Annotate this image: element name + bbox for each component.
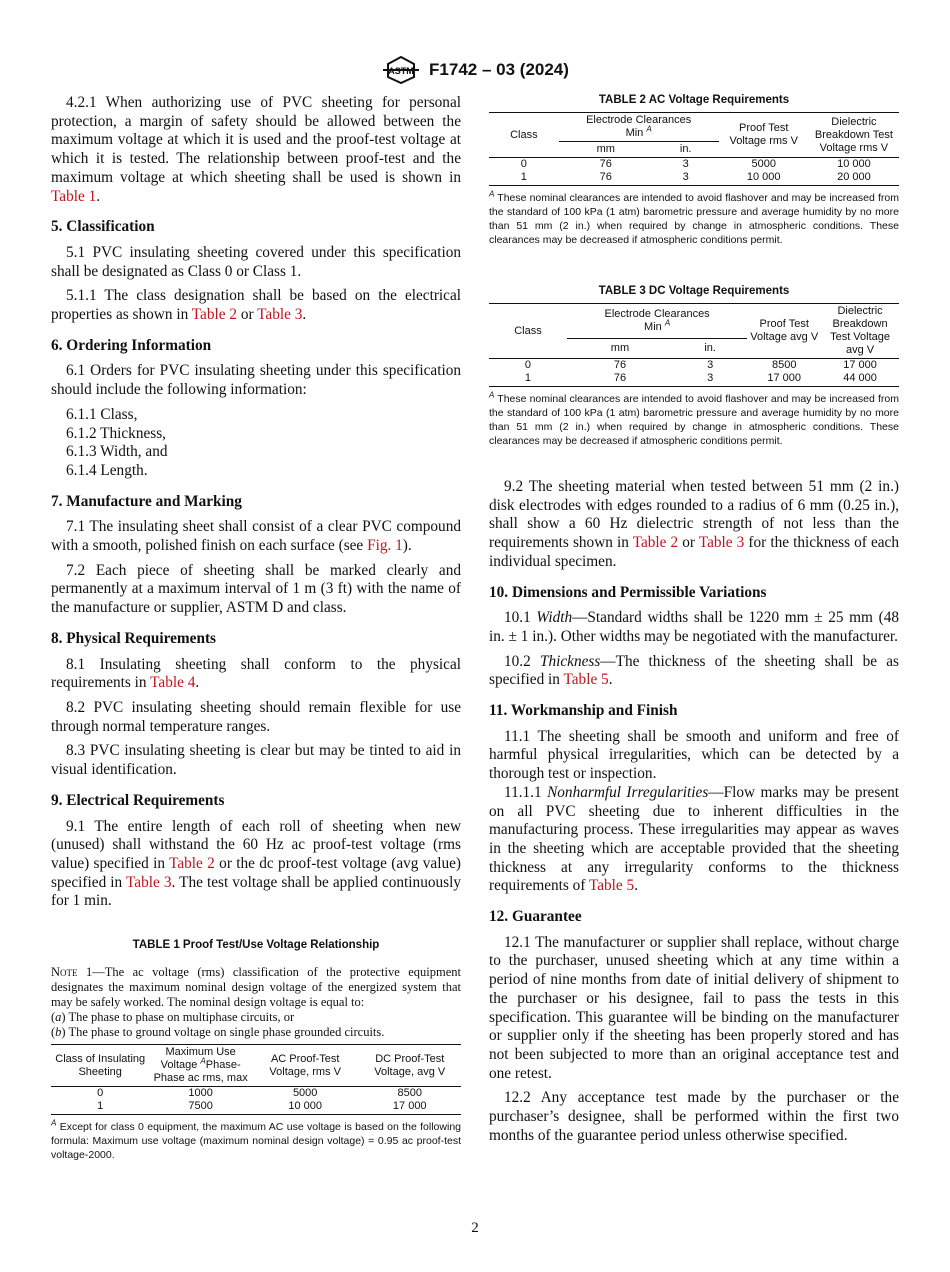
paragraph-text: —Standard widths shall be 1220 mm ± 25 mm (48 in. ± 1 in.). Other widths may be negotiated with the manufacturer. (489, 609, 899, 645)
header-text: Min (644, 321, 662, 334)
table-3-link[interactable]: Table 3 (257, 306, 303, 324)
table-3-footnote (489, 392, 899, 448)
table-row (489, 158, 899, 172)
table-row (51, 1100, 461, 1115)
column-header-mm: mm (559, 142, 653, 158)
cell: 10 000 (252, 1100, 359, 1115)
cell: 8500 (397, 1087, 422, 1100)
cell: 76 (567, 372, 673, 387)
table-5-link[interactable]: Table 5 (563, 671, 609, 689)
table-header-row (51, 1045, 461, 1087)
table-3-title: TABLE 3 DC Voltage Requirements (598, 285, 790, 297)
table-1-note-a: (a) The phase to phase on multiphase circuits, or (51, 1010, 295, 1025)
table-2-footnote (489, 191, 899, 247)
document-id: F1742 – 03 (2024) (429, 60, 569, 79)
paragraph-7-2: 7.2 Each piece of sheeting shall be marked clearly and permanently at a maximum interval of 1 m (3 ft) with the name of the manufacture or supplier, ASTM D and class. (51, 561, 461, 617)
cell: 10 000 (719, 171, 809, 186)
table-3-grid (489, 303, 899, 387)
paragraph-text: . The test voltage shall be applied continuously for 1 min. (51, 873, 461, 910)
paragraph-text: —The thickness of the sheeting shall be as specified in (489, 652, 900, 689)
table-2-link[interactable]: Table 2 (169, 854, 215, 872)
paragraph-11-1: 11.1 The sheeting shall be smooth and uniform and free of harmful physical irregularities, which can be detected by a thorough test or inspection. (489, 727, 899, 783)
cell: 1000 (188, 1087, 213, 1100)
paragraph-number: 10.1 (504, 609, 537, 627)
paragraph-number: 10.2 (504, 652, 540, 670)
footnote-mark: A (489, 390, 495, 400)
footnote-text: Except for class 0 equipment, the maximum AC use voltage is based on the following formula: Maximum use voltage (maximum nominal design voltage) = 0.95 ac proof-test voltage-2000. (51, 1121, 461, 1162)
list-item-6-1-2: 6.1.2 Thickness, (66, 424, 166, 442)
header-text: Maximum Use Voltage (160, 1046, 236, 1072)
page-header (0, 56, 950, 86)
paragraph-12-1: 12.1 The manufacturer or supplier shall replace, without charge to the purchaser, unused sheeting which at any time within a period of nine months from date of initial delivery of shipment to the purchaser or his designee, fail to pass the tests in this specification. This guarantee will be binding on the manufacturer or supplier only if the sheeting has been properly stored and has not been subjected to more than an original acceptance test and one retest. (489, 933, 899, 1082)
table-2 (489, 94, 899, 247)
table-2-link[interactable]: Table 2 (191, 306, 238, 324)
section-7-heading: 7. Manufacture and Marking (51, 492, 242, 510)
footnote-mark: A (200, 1056, 206, 1066)
astm-logo-icon (381, 56, 421, 84)
section-6-heading: 6. Ordering Information (51, 336, 212, 354)
table-1-title: TABLE 1 Proof Test/Use Voltage Relationship (132, 939, 380, 952)
list-item-6-1-4: 6.1.4 Length. (66, 461, 148, 479)
figure-1-link[interactable]: Fig. 1 (367, 537, 403, 555)
paragraph-5-1: 5.1 PVC insulating sheeting covered under this specification shall be designated as Class 0 or Class 1. (51, 243, 461, 280)
table-5-link[interactable]: Table 5 (588, 877, 635, 895)
column-header-class: Class of Insulating Sheeting (51, 1045, 149, 1087)
cell: 17 000 (843, 359, 877, 371)
cell: 44 000 (821, 372, 899, 387)
note-b-text: The phase to ground voltage on single phase grounded circuits. (65, 1025, 385, 1040)
column-header-proof: Proof Test Voltage avg V (747, 304, 821, 359)
paragraph-10-2 (489, 653, 899, 690)
paragraph-text: or (237, 306, 258, 324)
cell: 3 (673, 372, 747, 387)
note-label: Note 1 (51, 965, 93, 980)
paragraph-text: or (678, 534, 699, 552)
cell: 1 (489, 372, 567, 387)
cell: 0 (520, 158, 527, 170)
period: . (608, 671, 613, 689)
table-1-link[interactable]: Table 1 (51, 187, 97, 205)
section-9-heading: 9. Electrical Requirements (51, 791, 225, 809)
column-header-dc-proof: DC Proof-Test Voltage, avg V (358, 1045, 461, 1087)
note-text: —The ac voltage (rms) classification of the protective equipment designates the maximum nominal design voltage of the energized system that may be safely worked. The nominal design voltage is equal to: (51, 965, 461, 1010)
cell: 1 (489, 171, 559, 186)
paragraph-term: Width (536, 609, 573, 627)
column-header-in: in. (653, 142, 719, 158)
column-header-in: in. (673, 339, 747, 359)
list-item-6-1-1: 6.1.1 Class, (66, 405, 138, 423)
table-2-title: TABLE 2 AC Voltage Requirements (598, 94, 790, 106)
cell: 10 000 (837, 158, 871, 170)
paragraph-text: 4.2.1 When authorizing use of PVC sheeting for personal protection, a margin of safety should be allowed between the maximum voltage at which it is used and the proof-test voltage at which it is tested. The relationship between proof-test and the maximum voltage at which sheeting shall be used is shown in (51, 94, 461, 186)
table-1-note (51, 965, 461, 1010)
paragraph-text: 5.1.1 The class designation shall be based on the electrical properties as shown in (51, 287, 461, 324)
paragraph-number: 11.1.1 (504, 783, 548, 801)
table-header-row (489, 304, 899, 339)
section-12-heading: 12. Guarantee (489, 908, 582, 926)
cell: 17 000 (747, 372, 821, 387)
paragraph-8-2: 8.2 PVC insulating sheeting should remain flexible for use through normal temperature ranges. (51, 698, 461, 735)
paragraph-text: 9.1 The entire length of each roll of sheeting when new (unused) shall withstand the 60 Hz ac proof-test voltage (rms value) specified in (51, 817, 461, 872)
footnote-mark: A (664, 318, 671, 328)
note-b-label: b (55, 1025, 62, 1040)
table-row (489, 171, 899, 186)
column-header-mm: mm (567, 339, 673, 359)
table-3-link[interactable]: Table 3 (126, 873, 172, 891)
period: . (195, 674, 200, 692)
table-1-note-b: (b) The phase to ground voltage on single phase grounded circuits. (51, 1025, 385, 1040)
table-header-row (489, 113, 899, 142)
table-row (489, 359, 899, 373)
column-header-class: Class (489, 304, 567, 359)
header-text: Electrode Clearances (586, 114, 692, 126)
table-row (51, 1087, 461, 1101)
paragraph-4-2-1 (51, 94, 461, 206)
column-header-electrode (559, 113, 719, 142)
cell: 3 (682, 158, 689, 170)
footnote-mark: A (51, 1118, 57, 1128)
table-1-grid (51, 1044, 461, 1115)
right-column (489, 94, 899, 1152)
cell: 0 (524, 359, 531, 371)
section-10-heading: 10. Dimensions and Permissible Variations (489, 583, 767, 601)
column-header-dielectric: Dielectric Breakdown Test Voltage avg V (821, 304, 899, 359)
period: . (96, 187, 101, 205)
cell: 5000 (751, 158, 776, 170)
paragraph-7-1 (51, 518, 461, 555)
footnote-text: These nominal clearances are intended to avoid flashover and may be increased from the standard of 100 kPa (1 atm) barometric pressure and average humidity by no more than 51 mm (2 in.) when required by change in atmospheric conditions. These clearances may be decreased if atmospheric conditions permit. (489, 393, 899, 447)
cell: 76 (599, 158, 612, 170)
note-a-label: a (55, 1010, 62, 1025)
period: . (634, 877, 639, 895)
footnote-mark: A (489, 189, 495, 199)
paragraph-term: Nonharmful Irregularities (547, 783, 709, 801)
cell: 5000 (292, 1087, 318, 1100)
header-text: Electrode Clearances (604, 308, 710, 321)
cell: 1 (51, 1100, 149, 1115)
column-header-max-use (149, 1045, 252, 1087)
paragraph-10-1 (489, 609, 899, 646)
cell: 3 (707, 359, 714, 371)
column-header-electrode (567, 304, 747, 339)
paragraph-5-1-1 (51, 287, 461, 324)
column-header-proof: Proof Test Voltage rms V (719, 113, 809, 158)
section-11-heading: 11. Workmanship and Finish (489, 702, 678, 720)
column-header-ac-proof: AC Proof-Test Voltage, rms V (252, 1045, 359, 1087)
paragraph-11-1-1 (489, 784, 899, 896)
note-a-text: The phase to phase on multiphase circuits, or (65, 1010, 295, 1025)
footnote-mark: A (646, 124, 652, 134)
paragraph-text: —Flow marks may be present on all PVC sheeting due to inherent difficulties in the manufacturing process. These irregularities may appear as waves in the sheeting which are acceptable provided that the sheeting thickness at any irregularity conforms to the thickness requirements of (489, 783, 899, 895)
close-paren: ). (402, 537, 412, 555)
paragraph-text: 7.1 The insulating sheet shall consist of a clear PVC compound with a smooth, polished finish on each surface (see (51, 518, 461, 555)
svg-text:ASTM: ASTM (388, 66, 414, 76)
paragraph-8-1 (51, 656, 461, 693)
paragraph-9-2 (489, 478, 899, 572)
paragraph-9-1 (51, 818, 461, 912)
cell: 7500 (149, 1100, 252, 1115)
period: . (302, 306, 307, 324)
cell: 0 (97, 1087, 104, 1100)
table-3 (489, 285, 899, 448)
paragraph-8-3: 8.3 PVC insulating sheeting is clear but may be tinted to aid in visual identification. (51, 742, 461, 779)
header-text: Min (625, 127, 644, 139)
section-5-heading: 5. Classification (51, 218, 155, 236)
cell: 17 000 (358, 1100, 461, 1115)
left-column (51, 94, 461, 1162)
footnote-text: These nominal clearances are intended to avoid flashover and may be increased from the standard of 100 kPa (1 atm) barometric pressure and average humidity by no more than 51 mm (2 in.) when required by change in atmospheric conditions. These clearances may be decreased if atmospheric conditions permit. (489, 192, 899, 246)
cell: 3 (653, 171, 719, 186)
table-1 (51, 939, 461, 1162)
table-row (489, 372, 899, 387)
paragraph-text: for the thickness of each individual specimen. (489, 534, 899, 570)
paragraph-6-1: 6.1 Orders for PVC insulating sheeting under this specification should include the following information: (51, 362, 461, 399)
paragraph-term: Thickness (539, 652, 601, 670)
table-1-footnote (51, 1120, 461, 1162)
paragraph-12-2: 12.2 Any acceptance test made by the purchaser or the purchaser’s designee, shall be performed within the first two months of the guarantee period unless otherwise specified. (489, 1089, 899, 1144)
paragraph-text: 9.2 The sheeting material when tested between 51 mm (2 in.) disk electrodes with edges rounded to a radius of 6 mm (0.25 in.), shall show a 60 Hz dielectric strength of not less than the requirements shown in (489, 478, 899, 552)
cell: 8500 (771, 359, 797, 371)
cell: 20 000 (809, 171, 899, 186)
paragraph-text: 8.1 Insulating sheeting shall conform to the physical requirements in (51, 655, 461, 692)
cell: 76 (559, 171, 653, 186)
table-4-link[interactable]: Table 4 (150, 674, 196, 692)
column-header-dielectric: Dielectric Breakdown Test Voltage rms V (809, 113, 899, 158)
list-item-6-1-3: 6.1.3 Width, and (66, 443, 168, 461)
column-header-class: Class (489, 113, 559, 158)
cell: 76 (613, 359, 627, 371)
section-8-heading: 8. Physical Requirements (51, 629, 217, 647)
paragraph-text: or the dc proof-test voltage (avg value) specified in (51, 854, 461, 891)
table-2-grid (489, 112, 899, 186)
table-2-link[interactable]: Table 2 (632, 534, 679, 552)
page-number: 2 (471, 1220, 479, 1236)
table-3-link[interactable]: Table 3 (698, 534, 745, 552)
header-text: Phase-Phase ac rms, max (153, 1059, 248, 1085)
